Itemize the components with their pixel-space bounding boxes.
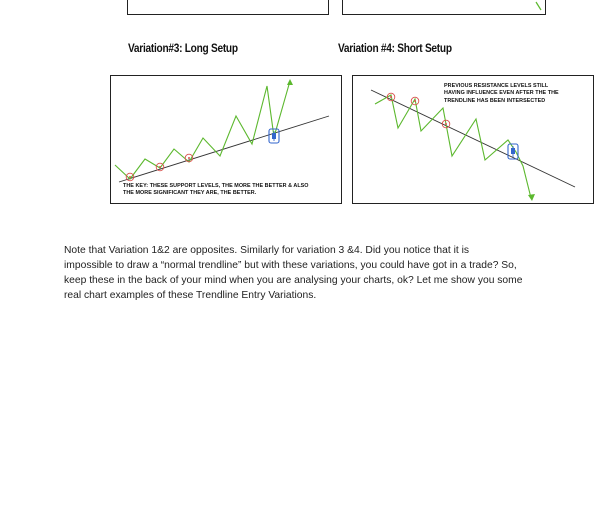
previous-figure-fragment bbox=[343, 0, 545, 14]
caption-line: HAVING INFLUENCE EVEN AFTER THE THE bbox=[444, 90, 559, 97]
caption-line: PREVIOUS RESISTANCE LEVELS STILL bbox=[444, 83, 549, 89]
caption-line: THE MORE SIGNIFICANT THEY ARE, THE BETTER. bbox=[123, 190, 257, 197]
paragraph-line: real chart examples of these Trendline Entry Variations. bbox=[64, 290, 317, 301]
price-path bbox=[115, 81, 290, 179]
caption-line: TRENDLINE HAS BEEN INTERSECTED bbox=[444, 97, 546, 104]
entry-candle-icon bbox=[508, 144, 518, 159]
figure-long-setup bbox=[110, 75, 342, 204]
paragraph-line: Note that Variation 1&2 are opposites. Similarly for variation 3 &4. Did you notice that it is bbox=[64, 245, 470, 256]
figure-heading-short-setup: Variation #4: Short Setup bbox=[338, 43, 452, 55]
long-setup-caption bbox=[123, 183, 338, 198]
figure-short-setup bbox=[352, 75, 594, 204]
arrowhead-icon bbox=[287, 79, 293, 85]
figure-heading-long-setup: Variation#3: Long Setup bbox=[128, 43, 238, 55]
arrowhead-icon bbox=[528, 194, 535, 201]
previous-figure-frame-left bbox=[127, 0, 329, 15]
caption-line: THE KEY: THESE SUPPORT LEVELS, THE MORE THE BETTER & ALSO bbox=[123, 183, 309, 189]
entry-candle-icon bbox=[269, 129, 279, 143]
paragraph-line: keep these in the back of your mind when you are analysing your charts, ok? Let me show you some bbox=[64, 275, 523, 286]
paragraph-line: impossible to draw a “normal trendline” but with these variations, you could have got in a trade? So, bbox=[64, 260, 517, 271]
ascending-trendline bbox=[119, 116, 329, 182]
previous-figure-frame-right bbox=[342, 0, 546, 15]
short-setup-caption bbox=[444, 83, 589, 105]
body-paragraph bbox=[64, 243, 584, 303]
